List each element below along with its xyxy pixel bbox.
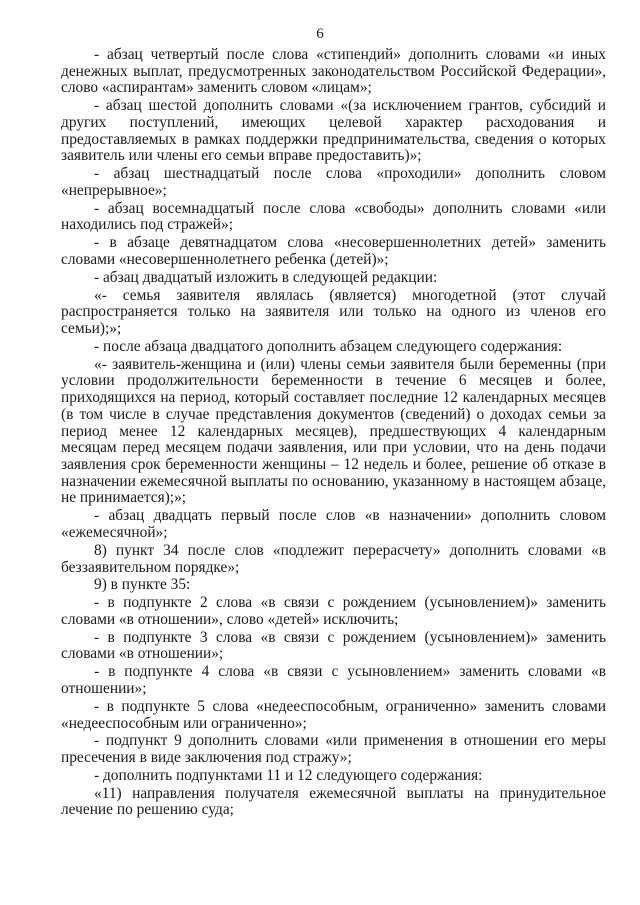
paragraph: - абзац двадцать первый после слов «в назначении» дополнить словом «ежемесячной»; — [61, 507, 606, 541]
paragraph: 8) пункт 34 после слов «подлежит перерасчету» дополнить словами «в беззаявительном порядке»; — [61, 541, 606, 576]
paragraph: «- заявитель-женщина и (или) члены семьи заявителя были беременны (при условии продолжительности беременности в течение 6 месяцев и более, приходящихся на период, который составляет последние 12 календарных месяцев (в том числе в случае представления документов (сведений) о доходах семьи за период менее 12 календарных месяцев), предшествующих 4 календарным месяцам перед месяцем подачи заявления, или при условии, что на день подачи заявления срок беременности женщины – 12 недель и более, решение об отказе в назначении ежемесячной выплаты по основанию, указанному в настоящем абзаце, не принимается);»; — [61, 355, 606, 507]
paragraph: 9) в пункте 35: — [94, 576, 191, 594]
paragraph: - в подпункте 5 слова «недееспособным, ограниченно» заменить словами «недееспособным или ограниченно»; — [61, 697, 606, 732]
paragraph: - в подпункте 2 слова «в связи с рождением (усыновлением)» заменить словами «в отношении», слово «детей» исключить; — [61, 594, 606, 628]
paragraph: - после абзаца двадцатого дополнить абзацем следующего содержания: — [94, 337, 563, 355]
paragraph: - в подпункте 3 слова «в связи с рождением (усыновлением)» заменить словами «в отношении»; — [61, 628, 606, 663]
paragraph: - в подпункте 4 слова «в связи с усыновлением» заменить словами «в отношении»; — [61, 663, 606, 697]
paragraph: - дополнить подпунктами 11 и 12 следующего содержания: — [94, 766, 483, 784]
paragraph: - абзац шестой дополнить словами «(за исключением грантов, субсидий и других поступлений, имеющих целевой характер расходования и предоставляемых в рамках поддержки предпринимательства, сведения о которых заявитель или члены его семьи вправе предоставить)»; — [61, 97, 606, 165]
paragraph: - подпункт 9 дополнить словами «или применения в отношении его меры пресечения в виде заключения под стражу»; — [61, 732, 606, 767]
paragraph: «- семья заявителя являлась (является) многодетной (этот случай распространяется только на заявителя или только на одного из членов его семьи);»; — [61, 286, 606, 338]
paragraph: - абзац шестнадцатый после слова «проходили» дополнить словом «непрерывное»; — [61, 165, 606, 199]
paragraph: - абзац восемнадцатый после слова «свободы» дополнить словами «или находились под стражей»; — [61, 199, 606, 234]
page-number: 6 — [316, 26, 324, 42]
paragraph: - абзац двадцатый изложить в следующей редакции: — [94, 268, 438, 286]
paragraph: - абзац четвертый после слова «стипендий» дополнить словами «и иных денежных выплат, предусмотренных законодательством Российской Федерации», слово «аспирантам» заменить словом «лицам»; — [61, 46, 606, 97]
document-body — [61, 47, 606, 820]
paragraph: - в абзаце девятнадцатом слова «несовершеннолетних детей» заменить словами «несовершеннолетнего ребенка (детей)»; — [61, 234, 606, 268]
paragraph: «11) направления получателя ежемесячной выплаты на принудительное лечение по решению суда; — [61, 784, 606, 819]
